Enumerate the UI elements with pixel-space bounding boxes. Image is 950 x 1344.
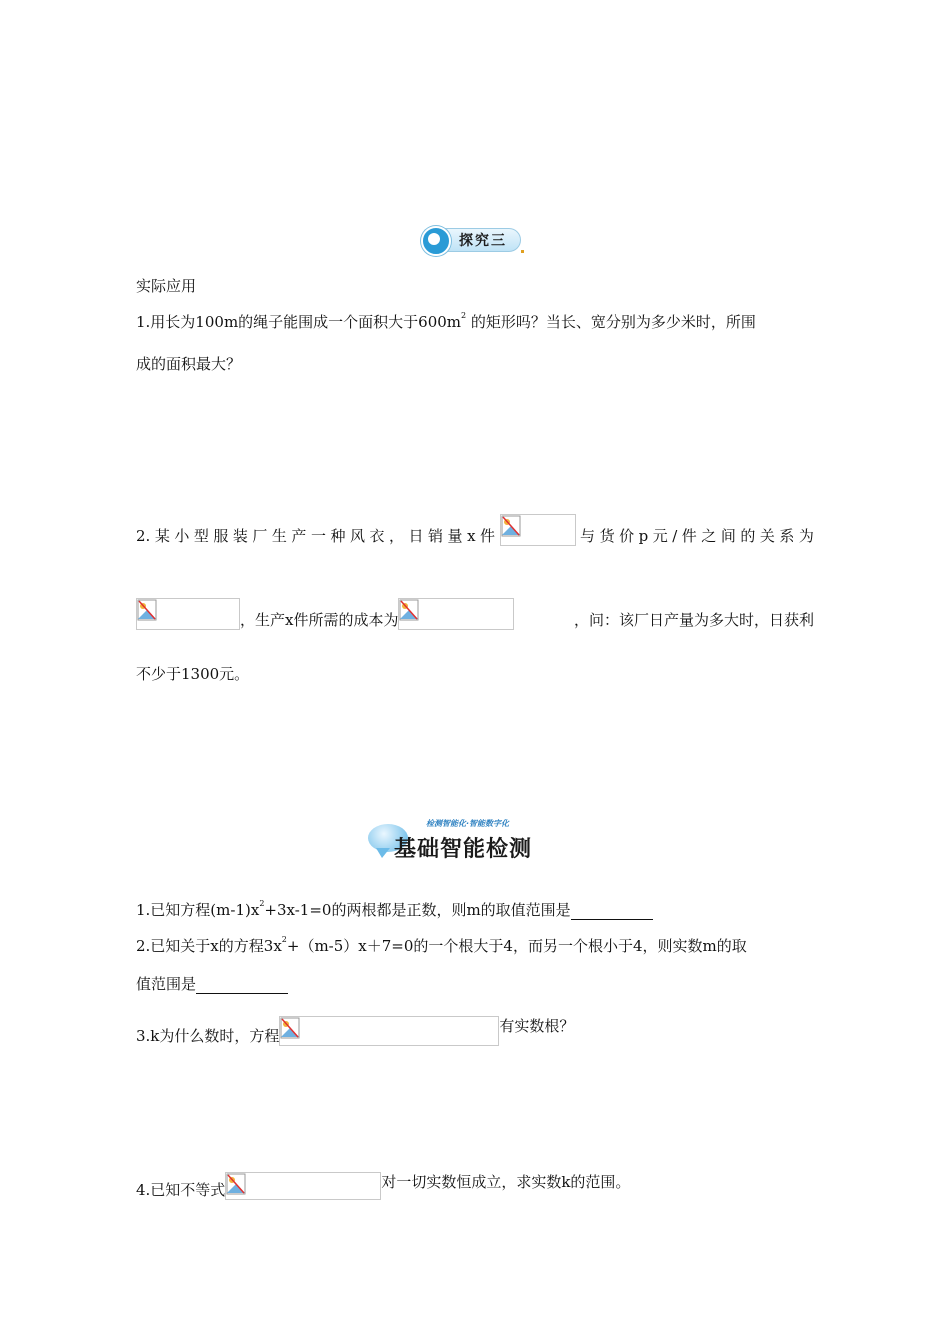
banner-dot <box>521 250 524 253</box>
char: 一 <box>310 527 326 545</box>
s2-q2-a: 2.已知关于x的方程3x <box>136 937 282 955</box>
char: ， <box>389 527 405 545</box>
broken-image-formula <box>279 1016 499 1046</box>
s2-q4-a: 4.已知不等式 <box>136 1181 226 1199</box>
char: x <box>467 527 476 545</box>
char: 产 <box>291 527 307 545</box>
char: 价 <box>619 527 635 545</box>
broken-image-formula <box>136 598 240 630</box>
s2-q1 <box>136 900 653 920</box>
banner-title: 探究三 <box>459 233 507 249</box>
s2-q3-a: 3.k为什么数时，方程 <box>136 1027 280 1045</box>
q1-text-b: 的矩形吗？当长、宽分别为多少米时，所围 <box>466 313 756 331</box>
char: 量 <box>447 527 463 545</box>
char: 关 <box>759 527 775 545</box>
s1-q2-line2 <box>136 598 814 630</box>
banner-subtitle: 检测智能化·智能数字化 <box>426 819 510 828</box>
char: 2. <box>136 527 151 545</box>
char: 某 <box>154 527 170 545</box>
char: 为 <box>798 527 814 545</box>
q2-question-text: ，问：该厂日产量为多大时，日获利 <box>573 611 814 629</box>
s1-q2-line3: 不少于1300元。 <box>136 665 250 683</box>
s2-q4-b: 对一切实数恒成立，求实数k的范围。 <box>381 1173 631 1191</box>
s1-q1-line2: 成的面积最大？ <box>136 355 242 373</box>
speech-bubble-tail <box>376 848 390 858</box>
answer-blank[interactable] <box>196 977 288 994</box>
char: 生 <box>271 527 287 545</box>
q2-cost-text: ，生产x件所需的成本为 <box>240 611 399 629</box>
section-banner-basic-test <box>368 818 538 862</box>
broken-image-formula <box>225 1172 381 1200</box>
broken-image-formula <box>500 514 576 546</box>
s2-q2-line2 <box>136 974 288 994</box>
char: 元 <box>652 527 668 545</box>
s2-q2-c: 值范围是 <box>136 975 197 993</box>
char: 衣 <box>369 527 385 545</box>
char: 系 <box>779 527 795 545</box>
s2-q2-line1 <box>136 936 747 956</box>
broken-image-formula <box>398 598 514 630</box>
char: / <box>672 527 678 545</box>
char: 之 <box>701 527 717 545</box>
superscript: 2 <box>259 899 265 908</box>
char: 风 <box>349 527 365 545</box>
section-heading: 实际应用 <box>136 277 197 295</box>
char: 服 <box>213 527 229 545</box>
s2-q4 <box>136 1172 630 1200</box>
char: 小 <box>174 527 190 545</box>
s2-q1-a: 1.已知方程(m-1)x <box>136 901 260 919</box>
char: 件 <box>480 527 496 545</box>
broken-image-icon <box>280 1017 300 1039</box>
char: 种 <box>330 527 346 545</box>
s2-q1-b: +3x-1=0的两根都是正数，则m的取值范围是 <box>264 901 571 919</box>
s1-q1-line1 <box>136 312 814 332</box>
char: 装 <box>232 527 248 545</box>
q1-text <box>136 312 756 332</box>
banner-title: 基础智能检测 <box>394 837 533 862</box>
broken-image-icon <box>226 1173 246 1195</box>
s1-q2-line1 <box>136 514 814 546</box>
s2-q3 <box>136 1016 574 1046</box>
q1-text-a: 1.用长为100m的绳子能围成一个面积大于600m <box>136 313 462 331</box>
char: 厂 <box>252 527 268 545</box>
char: 日 <box>408 527 424 545</box>
broken-image-icon <box>137 599 157 621</box>
char: 间 <box>720 527 736 545</box>
superscript: 2 <box>461 311 467 320</box>
char: 货 <box>599 527 615 545</box>
s2-q3-b: 有实数根？ <box>499 1017 575 1035</box>
char: p <box>638 527 649 545</box>
superscript: 2 <box>281 935 287 944</box>
answer-blank[interactable] <box>571 903 653 920</box>
char: 件 <box>681 527 697 545</box>
char: 与 <box>580 527 596 545</box>
char: 销 <box>428 527 444 545</box>
s2-q2-b: +（m-5）x＋7=0的一个根大于4，而另一个根小于4，则实数m的取 <box>286 937 747 955</box>
broken-image-icon <box>501 515 521 537</box>
char: 型 <box>193 527 209 545</box>
broken-image-icon <box>399 599 419 621</box>
clock-icon <box>421 226 451 256</box>
char: 的 <box>740 527 756 545</box>
section-banner-explore-3 <box>421 226 525 254</box>
